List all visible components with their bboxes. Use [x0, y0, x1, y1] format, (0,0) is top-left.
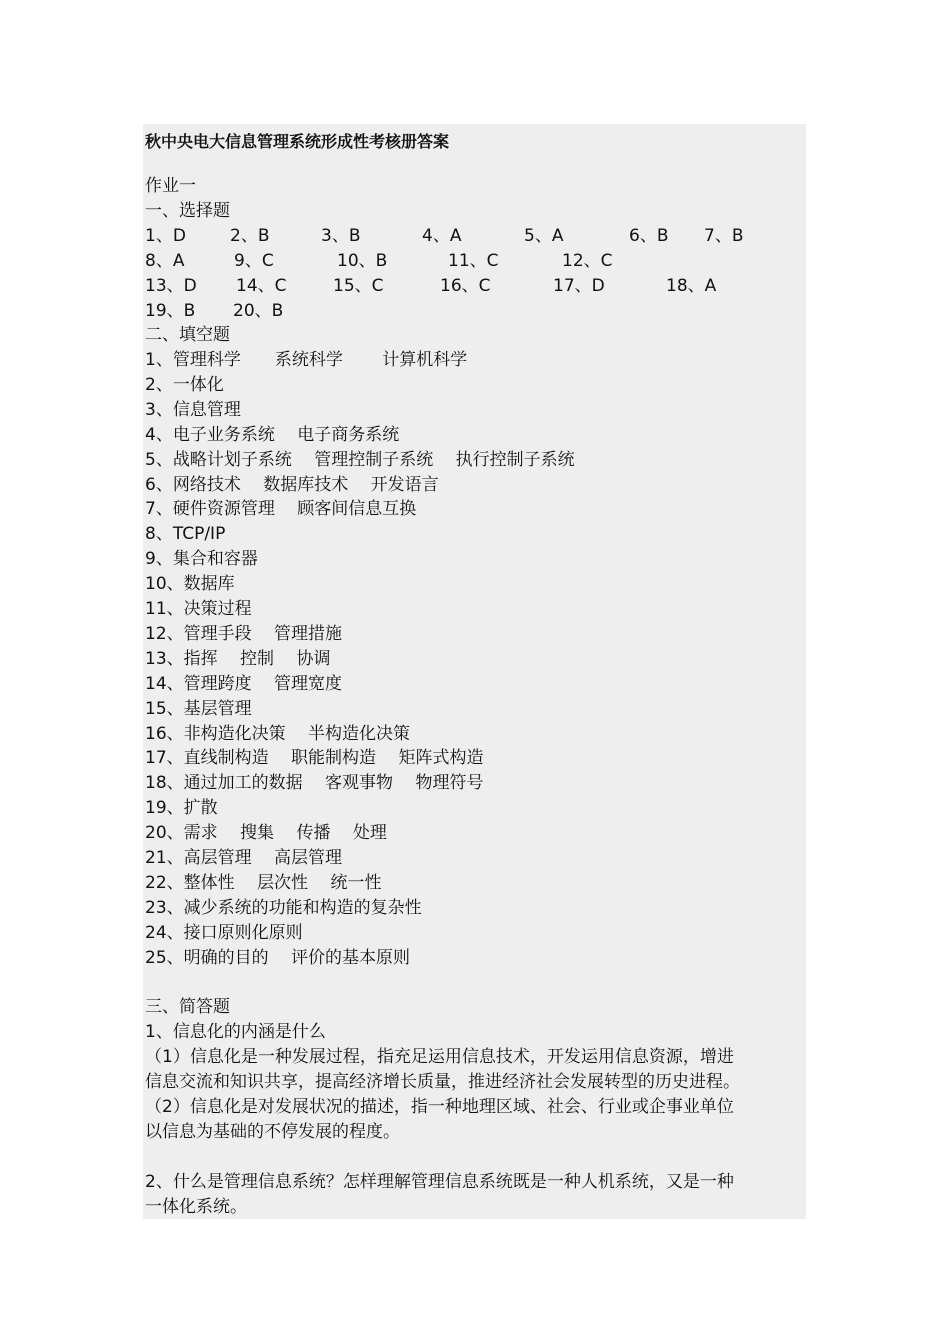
choice-row: [143, 274, 806, 299]
fill-answer-item: 8、TCP/IP: [145, 524, 226, 545]
paragraph-line: 2、什么是管理信息系统？怎样理解管理信息系统既是一种人机系统，又是一种: [145, 1172, 734, 1192]
fill-answer-item: 22、整体性 层次性 统一性: [145, 872, 382, 893]
choice-answer: 20、B: [233, 300, 284, 321]
choice-answer: 7、B: [704, 226, 744, 246]
fill-answer-item: 10、数据库: [145, 574, 235, 595]
fill-answer-item: 3、信息管理: [145, 399, 241, 420]
section-choice-heading: 一、选择题: [145, 201, 230, 221]
choice-row: [143, 224, 806, 249]
fill-answer-item: 16、非构造化决策 半构造化决策: [145, 723, 411, 744]
choice-answer: 14、C: [236, 275, 287, 296]
fill-answer-item: 15、基层管理: [145, 698, 252, 719]
choice-answer: 15、C: [333, 275, 384, 296]
choice-answer: 5、A: [524, 226, 564, 246]
fill-answer-item: 12、管理手段 管理措施: [145, 623, 343, 644]
choice-row: [143, 299, 806, 324]
document-content: [143, 124, 806, 1219]
choice-answer: 16、C: [440, 275, 491, 296]
paragraph-line: （1）信息化是一种发展过程，指充足运用信息技术，开发运用信息资源，增进: [145, 1047, 734, 1067]
fill-answer-item: 25、明确的目的 评价的基本原则: [145, 947, 411, 968]
paragraph-line: 信息交流和知识共享，提高经济增长质量，推进经济社会发展转型的历史进程。: [145, 1072, 740, 1092]
choice-answer: 1、D: [145, 226, 186, 246]
question-1-answer: [145, 1045, 807, 1145]
fill-answer-item: 7、硬件资源管理 顾客间信息互换: [145, 499, 417, 520]
assignment-heading: 作业一: [145, 176, 196, 196]
fill-answer-item: 24、接口原则化原则: [145, 922, 303, 943]
question-2: [145, 1170, 807, 1220]
choice-answer: 2、B: [230, 226, 270, 246]
section-fill-heading: 二、填空题: [145, 325, 230, 345]
fill-answer-item: 13、指挥 控制 协调: [145, 648, 331, 669]
fill-answer-item: 21、高层管理 高层管理: [145, 848, 343, 868]
choice-answer: 19、B: [145, 300, 196, 321]
fill-answer-item: 14、管理跨度 管理宽度: [145, 673, 343, 694]
fill-answer-item: 4、电子业务系统 电子商务系统: [145, 424, 400, 445]
choice-answer: 13、D: [145, 275, 197, 296]
choice-answer: 17、D: [553, 275, 605, 296]
fill-answer-item: 11、决策过程: [145, 599, 252, 619]
choice-answer: 8、A: [145, 250, 185, 271]
choice-answer: 6、B: [629, 226, 669, 246]
fill-answer-item: 6、网络技术 数据库技术 开发语言: [145, 474, 439, 495]
choice-answer: 10、B: [337, 250, 388, 271]
section-short-answer-heading: 三、简答题: [145, 997, 230, 1017]
fill-answer-item: 23、减少系统的功能和构造的复杂性: [145, 897, 422, 918]
question-1: 1、信息化的内涵是什么: [145, 1022, 326, 1042]
fill-answer-item: 2、一体化: [145, 374, 224, 395]
choice-answer: 9、C: [234, 250, 274, 271]
fill-answer-item: 9、集合和容器: [145, 549, 258, 570]
choice-answer: 3、B: [321, 226, 361, 246]
choice-row: [143, 249, 806, 274]
document-title: 秋中央电大信息管理系统形成性考核册答案: [145, 132, 450, 151]
fill-answer-item: 1、管理科学 系统科学 计算机科学: [145, 350, 468, 370]
choice-answer: 4、A: [422, 226, 462, 246]
fill-answer-item: 17、直线制构造 职能制构造 矩阵式构造: [145, 748, 484, 769]
choice-answer: 18、A: [666, 275, 717, 296]
choice-answer: 12、C: [562, 250, 613, 271]
fill-answer-item: 5、战略计划子系统 管理控制子系统 执行控制子系统: [145, 449, 575, 470]
fill-answer-item: 20、需求 搜集 传播 处理: [145, 823, 387, 844]
fill-answer-item: 18、通过加工的数据 客观事物 物理符号: [145, 773, 484, 794]
paragraph-line: 以信息为基础的不停发展的程度。: [145, 1122, 400, 1142]
fill-answer-item: 19、扩散: [145, 798, 218, 819]
paragraph-line: （2）信息化是对发展状况的描述，指一种地理区域、社会、行业或企事业单位: [145, 1097, 734, 1117]
choice-answer: 11、C: [448, 250, 499, 271]
paragraph-line: 一体化系统。: [145, 1197, 247, 1217]
